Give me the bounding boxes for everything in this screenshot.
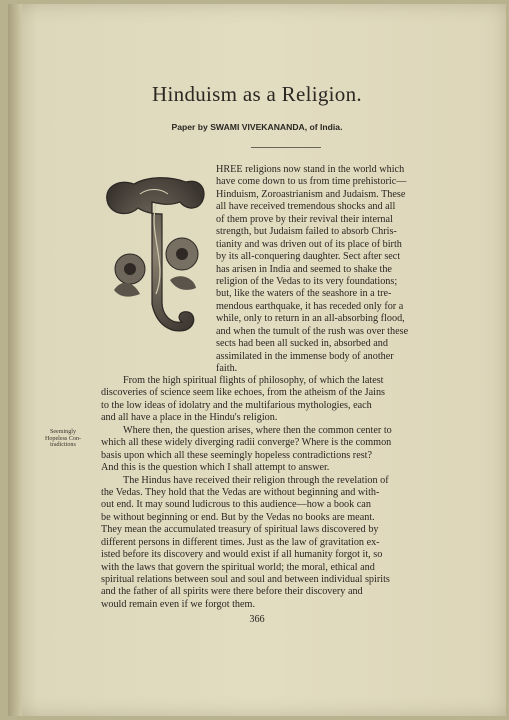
text-line: by its all-conquering daughter. Sect after sect	[216, 251, 401, 263]
text-line: religion of the Vedas to its very foundations;	[216, 275, 398, 287]
body-text	[101, 375, 392, 611]
text-line: spiritual relations between soul and soul and between individual spirits	[101, 574, 390, 585]
text-line: the Vedas. They hold that the Vedas are without beginning and with-	[101, 486, 380, 498]
text-line: different persons in different times. Just as the law of gravitation ex-	[101, 536, 380, 548]
text-line: assimilated in the immense body of another	[216, 350, 394, 362]
text-line: but, like the waters of the seashore in a tre-	[216, 288, 392, 300]
page-gutter	[8, 4, 22, 716]
text-line: while, only to return in an all-absorbing flood,	[216, 313, 405, 325]
text-line: The Hindus have received their religion through the revelation of	[123, 474, 389, 486]
text-line: sects had been all sucked in, absorbed and	[216, 338, 388, 350]
text-line: and when the tumult of the rush was over these	[216, 325, 409, 337]
margin-note-line: Seemingly	[49, 429, 77, 435]
margin-note-line: tradictions	[50, 442, 76, 448]
text-line: faith.	[216, 363, 238, 374]
text-line: be without beginning or end. But by the Vedas no books are meant.	[101, 511, 375, 523]
text-line: HREE religions now stand in the world which	[216, 164, 405, 175]
text-line: all have received tremendous shocks and all	[216, 201, 396, 213]
text-line: They mean the accumulated treasury of spiritual laws discovered by	[101, 524, 379, 536]
text-line: strength, but Judaism failed to absorb Chris-	[216, 226, 397, 238]
text-line: which all these widely diverging radii converge? Where is the common	[101, 437, 392, 449]
text-line: has arisen in India and seemed to shake the	[216, 263, 392, 275]
page-title: Hinduism as a Religion.	[152, 82, 362, 106]
text-line: and the father of all spirits were there before their discovery and	[101, 586, 363, 598]
text-line: to the low ideas of idolatry and the multifarious mythologies, each	[101, 399, 372, 411]
text-line: From the high spiritual flights of philosophy, of which the latest	[123, 375, 384, 386]
margin-note-line: Hopeless Con-	[44, 435, 82, 442]
text-line: and all have a place in the Hindu's religion.	[101, 412, 278, 424]
text-line: And this is the question which I shall attempt to answer.	[101, 462, 330, 474]
margin-note	[32, 429, 94, 449]
text-line: would remain even if we forgot them.	[101, 598, 255, 610]
opening-paragraph	[216, 164, 408, 375]
text-line: basis upon which all these seemingly hopeless contradictions rest?	[101, 449, 373, 461]
text-line: tianity and was driven out of its place of birth	[216, 238, 402, 250]
page-number: 366	[249, 614, 265, 625]
text-line: of them prove by their revival their internal	[216, 213, 393, 225]
text-line: mendous earthquake, it has receded only for a	[216, 300, 404, 312]
byline: Paper by SWAMI VIVEKANANDA, of India.	[171, 122, 343, 132]
text-line: discoveries of science seem like echoes, from the atheism of the Jains	[101, 387, 386, 399]
title-divider	[251, 147, 321, 148]
decorative-initial-t	[100, 174, 210, 346]
text-line: Hinduism, Zoroastrianism and Judaism. These	[216, 188, 406, 200]
text-line: out end. It may sound ludicrous to this audience—how a book can	[101, 499, 371, 511]
text-line: Where then, the question arises, where then the common center to	[123, 424, 392, 436]
text-line: have come down to us from time prehistoric—	[216, 176, 407, 188]
text-line: isted before its discovery and would exist if all humanity forgot it, so	[101, 549, 383, 561]
book-page	[8, 4, 506, 716]
text-line: with the laws that govern the spiritual world; the moral, ethical and	[101, 561, 375, 573]
